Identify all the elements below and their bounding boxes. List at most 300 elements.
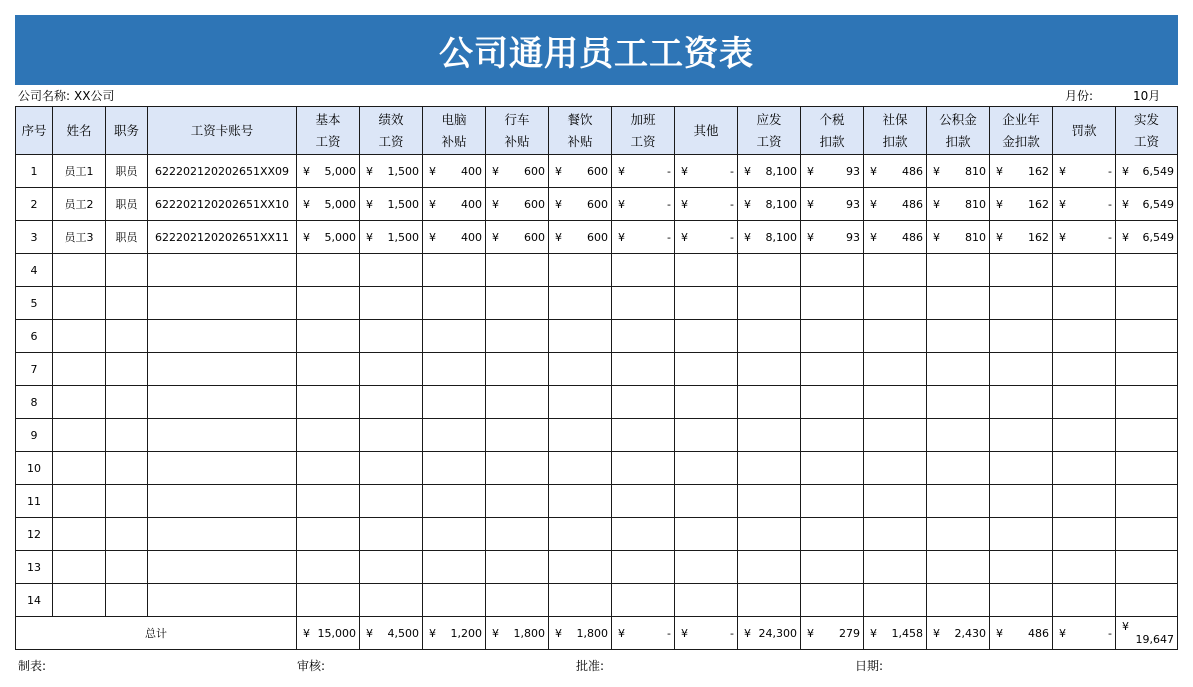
money-cell[interactable]: [297, 221, 360, 254]
money-cell[interactable]: [549, 386, 612, 419]
account-cell[interactable]: [148, 518, 297, 551]
money-cell[interactable]: [297, 287, 360, 320]
name-cell[interactable]: [53, 452, 106, 485]
name-cell[interactable]: 员工3: [53, 221, 106, 254]
column-header: [864, 107, 927, 155]
money-cell[interactable]: [423, 386, 486, 419]
money-cell[interactable]: [927, 419, 990, 452]
name-cell[interactable]: [53, 254, 106, 287]
money-cell[interactable]: [549, 518, 612, 551]
column-header-text: 工资: [315, 133, 341, 149]
money-cell[interactable]: [297, 254, 360, 287]
money-cell[interactable]: [1116, 617, 1178, 650]
money-cell[interactable]: [297, 452, 360, 485]
money-cell[interactable]: [360, 551, 423, 584]
money-cell[interactable]: [1116, 155, 1178, 188]
money-cell[interactable]: [1053, 353, 1116, 386]
money-cell[interactable]: [990, 617, 1053, 650]
money-cell[interactable]: [549, 485, 612, 518]
row-number-cell[interactable]: 11: [16, 485, 53, 518]
company-info: [18, 86, 115, 106]
name-cell[interactable]: [53, 386, 106, 419]
approved-by-label: 批准:: [576, 659, 605, 673]
position-cell[interactable]: [106, 320, 148, 353]
money-cell[interactable]: [738, 617, 801, 650]
column-header-text: 餐饮: [567, 111, 593, 127]
name-cell[interactable]: 员工1: [53, 155, 106, 188]
money-cell[interactable]: [990, 254, 1053, 287]
position-cell[interactable]: [106, 254, 148, 287]
money-cell[interactable]: [801, 287, 864, 320]
money-cell[interactable]: [1053, 551, 1116, 584]
money-cell[interactable]: [360, 485, 423, 518]
money-cell[interactable]: [1116, 320, 1178, 353]
currency-symbol: ¥: [555, 164, 562, 178]
money-cell[interactable]: [927, 287, 990, 320]
money-cell[interactable]: [549, 188, 612, 221]
money-cell[interactable]: [423, 518, 486, 551]
money-cell[interactable]: [990, 155, 1053, 188]
money-cell[interactable]: [486, 188, 549, 221]
money-cell[interactable]: [549, 584, 612, 617]
money-cell[interactable]: [1116, 188, 1178, 221]
money-cell[interactable]: [990, 287, 1053, 320]
money-cell[interactable]: [423, 188, 486, 221]
money-cell[interactable]: [297, 584, 360, 617]
account-cell[interactable]: 622202120202651XX10: [148, 188, 297, 221]
money-cell[interactable]: [864, 518, 927, 551]
money-cell[interactable]: [612, 518, 675, 551]
money-cell[interactable]: [927, 551, 990, 584]
position-cell[interactable]: [106, 386, 148, 419]
money-cell[interactable]: [927, 320, 990, 353]
money-cell[interactable]: [1053, 320, 1116, 353]
money-cell[interactable]: [360, 452, 423, 485]
money-cell[interactable]: [864, 221, 927, 254]
money-cell[interactable]: [612, 551, 675, 584]
money-cell[interactable]: [675, 353, 738, 386]
account-cell[interactable]: 622202120202651XX09: [148, 155, 297, 188]
column-header: [927, 107, 990, 155]
money-cell[interactable]: [927, 452, 990, 485]
money-cell[interactable]: [297, 617, 360, 650]
amount: -: [1108, 197, 1112, 211]
money-cell[interactable]: [675, 254, 738, 287]
money-cell[interactable]: [864, 353, 927, 386]
money-cell[interactable]: [1053, 584, 1116, 617]
row-number-cell[interactable]: 13: [16, 551, 53, 584]
position-cell[interactable]: 职员: [106, 221, 148, 254]
money-cell[interactable]: [927, 155, 990, 188]
money-cell[interactable]: [423, 419, 486, 452]
money-cell[interactable]: [1116, 386, 1178, 419]
money-cell[interactable]: [423, 485, 486, 518]
money-cell[interactable]: [927, 617, 990, 650]
position-cell[interactable]: [106, 518, 148, 551]
money-cell[interactable]: [864, 155, 927, 188]
money-cell[interactable]: [612, 386, 675, 419]
money-cell[interactable]: [486, 320, 549, 353]
money-cell[interactable]: [1053, 485, 1116, 518]
money-cell[interactable]: [612, 287, 675, 320]
money-cell[interactable]: [738, 419, 801, 452]
money-cell[interactable]: [360, 287, 423, 320]
column-header-text: 补贴: [441, 133, 467, 149]
money-cell[interactable]: [423, 155, 486, 188]
name-cell[interactable]: [53, 287, 106, 320]
money-cell[interactable]: [675, 386, 738, 419]
row-number-cell[interactable]: 6: [16, 320, 53, 353]
money-cell[interactable]: [612, 254, 675, 287]
position-cell[interactable]: 职员: [106, 155, 148, 188]
row-number-cell[interactable]: 4: [16, 254, 53, 287]
money-cell[interactable]: [423, 287, 486, 320]
money-cell[interactable]: [738, 386, 801, 419]
money-cell[interactable]: [990, 485, 1053, 518]
money-cell[interactable]: [675, 518, 738, 551]
column-header: [1053, 107, 1116, 155]
account-cell[interactable]: [148, 419, 297, 452]
money-cell[interactable]: [801, 485, 864, 518]
money-cell[interactable]: [1116, 518, 1178, 551]
money-cell[interactable]: [360, 584, 423, 617]
money-cell[interactable]: [1053, 155, 1116, 188]
money-cell[interactable]: [927, 221, 990, 254]
currency-symbol: ¥: [744, 164, 751, 178]
amount: -: [667, 626, 671, 640]
money-cell[interactable]: [990, 518, 1053, 551]
money-cell[interactable]: [927, 188, 990, 221]
money-cell[interactable]: [990, 551, 1053, 584]
money-cell[interactable]: [423, 221, 486, 254]
money-cell[interactable]: [801, 419, 864, 452]
money-cell[interactable]: [549, 320, 612, 353]
money-cell[interactable]: [1116, 485, 1178, 518]
money-cell[interactable]: [1053, 518, 1116, 551]
money-cell[interactable]: [486, 254, 549, 287]
money-cell[interactable]: [612, 617, 675, 650]
money-cell[interactable]: [1116, 584, 1178, 617]
account-cell[interactable]: [148, 452, 297, 485]
money-cell[interactable]: [549, 155, 612, 188]
name-cell[interactable]: [53, 584, 106, 617]
money-cell[interactable]: [675, 485, 738, 518]
row-number-cell[interactable]: 3: [16, 221, 53, 254]
money-cell[interactable]: [486, 353, 549, 386]
money-cell[interactable]: [990, 584, 1053, 617]
money-cell[interactable]: [927, 353, 990, 386]
money-cell[interactable]: [864, 617, 927, 650]
money-cell[interactable]: [675, 188, 738, 221]
amount: 19,647: [1135, 633, 1174, 646]
money-cell[interactable]: [612, 584, 675, 617]
money-cell[interactable]: [486, 386, 549, 419]
money-cell[interactable]: [801, 254, 864, 287]
money-cell[interactable]: [1053, 287, 1116, 320]
name-cell[interactable]: [53, 353, 106, 386]
money-cell[interactable]: [549, 551, 612, 584]
row-number-cell[interactable]: 1: [16, 155, 53, 188]
money-cell[interactable]: [990, 188, 1053, 221]
money-cell[interactable]: [738, 518, 801, 551]
money-cell[interactable]: [360, 320, 423, 353]
money-cell[interactable]: [486, 485, 549, 518]
money-cell[interactable]: [486, 221, 549, 254]
row-number-cell[interactable]: 14: [16, 584, 53, 617]
amount: 93: [846, 230, 860, 244]
money-cell[interactable]: [297, 320, 360, 353]
table-row: [16, 320, 1178, 353]
money-cell[interactable]: [297, 386, 360, 419]
money-cell[interactable]: [738, 485, 801, 518]
money-cell[interactable]: [801, 584, 864, 617]
position-cell[interactable]: [106, 584, 148, 617]
row-number-cell[interactable]: 10: [16, 452, 53, 485]
money-cell[interactable]: [549, 221, 612, 254]
account-cell[interactable]: [148, 485, 297, 518]
money-cell[interactable]: [738, 254, 801, 287]
account-cell[interactable]: [148, 386, 297, 419]
money-cell[interactable]: [360, 518, 423, 551]
money-cell[interactable]: [549, 254, 612, 287]
name-cell[interactable]: [53, 551, 106, 584]
money-cell[interactable]: [1116, 254, 1178, 287]
money-cell[interactable]: [486, 155, 549, 188]
money-cell[interactable]: [801, 320, 864, 353]
money-cell[interactable]: [360, 221, 423, 254]
money-cell[interactable]: [1053, 254, 1116, 287]
money-cell[interactable]: [297, 188, 360, 221]
money-cell[interactable]: [675, 452, 738, 485]
money-cell[interactable]: [864, 188, 927, 221]
money-cell[interactable]: [864, 452, 927, 485]
column-header: [297, 107, 360, 155]
position-cell[interactable]: [106, 287, 148, 320]
position-cell[interactable]: [106, 485, 148, 518]
money-cell[interactable]: [801, 551, 864, 584]
account-cell[interactable]: 622202120202651XX11: [148, 221, 297, 254]
money-cell[interactable]: [738, 155, 801, 188]
month-value: 10月: [1133, 89, 1161, 103]
name-cell[interactable]: 员工2: [53, 188, 106, 221]
currency-symbol: ¥: [1059, 164, 1066, 178]
currency-symbol: ¥: [996, 164, 1003, 178]
money-cell[interactable]: [801, 353, 864, 386]
money-cell[interactable]: [486, 551, 549, 584]
money-cell[interactable]: [423, 353, 486, 386]
money-cell[interactable]: [1053, 452, 1116, 485]
money-cell[interactable]: [1116, 419, 1178, 452]
money-cell[interactable]: [297, 353, 360, 386]
money-cell[interactable]: [1116, 353, 1178, 386]
money-cell[interactable]: [297, 485, 360, 518]
money-cell[interactable]: [1116, 287, 1178, 320]
made-by-label: 制表:: [18, 659, 47, 673]
position-cell[interactable]: [106, 419, 148, 452]
column-header: [675, 107, 738, 155]
money-cell[interactable]: [612, 353, 675, 386]
money-cell[interactable]: [360, 617, 423, 650]
money-cell[interactable]: [864, 254, 927, 287]
money-cell[interactable]: [990, 419, 1053, 452]
amount: -: [667, 230, 671, 244]
money-cell[interactable]: [612, 485, 675, 518]
money-cell[interactable]: [801, 155, 864, 188]
name-cell[interactable]: [53, 518, 106, 551]
currency-symbol: ¥: [429, 230, 436, 244]
account-cell[interactable]: [148, 254, 297, 287]
money-cell[interactable]: [801, 617, 864, 650]
money-cell[interactable]: [864, 485, 927, 518]
row-number-cell[interactable]: 7: [16, 353, 53, 386]
amount: 6,549: [1142, 230, 1174, 244]
money-cell[interactable]: [612, 320, 675, 353]
money-cell[interactable]: [360, 386, 423, 419]
money-cell[interactable]: [738, 320, 801, 353]
row-number-cell[interactable]: 8: [16, 386, 53, 419]
amount: 400: [461, 197, 482, 211]
row-number-cell[interactable]: 9: [16, 419, 53, 452]
money-cell[interactable]: [675, 155, 738, 188]
money-cell[interactable]: [927, 254, 990, 287]
money-cell[interactable]: [486, 584, 549, 617]
money-cell[interactable]: [360, 155, 423, 188]
money-cell[interactable]: [1116, 551, 1178, 584]
amount: 1,800: [513, 626, 545, 640]
money-cell[interactable]: [297, 518, 360, 551]
money-cell[interactable]: [675, 221, 738, 254]
money-cell[interactable]: [990, 452, 1053, 485]
name-cell[interactable]: [53, 485, 106, 518]
money-cell[interactable]: [1116, 452, 1178, 485]
name-cell[interactable]: [53, 320, 106, 353]
money-cell[interactable]: [486, 518, 549, 551]
money-cell[interactable]: [549, 353, 612, 386]
money-cell[interactable]: [801, 221, 864, 254]
column-header-text: 工资: [378, 133, 404, 149]
account-cell[interactable]: [148, 584, 297, 617]
row-number-cell[interactable]: 2: [16, 188, 53, 221]
money-cell[interactable]: [360, 188, 423, 221]
money-cell[interactable]: [927, 485, 990, 518]
money-cell[interactable]: [423, 452, 486, 485]
account-cell[interactable]: [148, 551, 297, 584]
money-cell[interactable]: [738, 452, 801, 485]
money-cell[interactable]: [675, 551, 738, 584]
money-cell[interactable]: [738, 188, 801, 221]
position-cell[interactable]: [106, 551, 148, 584]
money-cell[interactable]: [738, 551, 801, 584]
money-cell[interactable]: [1116, 221, 1178, 254]
money-cell[interactable]: [549, 617, 612, 650]
column-header: [549, 107, 612, 155]
money-cell[interactable]: [801, 452, 864, 485]
money-cell[interactable]: [423, 320, 486, 353]
money-cell[interactable]: [927, 584, 990, 617]
money-cell[interactable]: [612, 452, 675, 485]
money-cell[interactable]: [486, 419, 549, 452]
currency-symbol: ¥: [429, 626, 436, 640]
money-cell[interactable]: [864, 287, 927, 320]
money-cell[interactable]: [675, 287, 738, 320]
money-cell[interactable]: [801, 518, 864, 551]
money-cell[interactable]: [801, 188, 864, 221]
money-cell[interactable]: [612, 188, 675, 221]
column-header-text: 其他: [693, 122, 719, 138]
money-cell[interactable]: [990, 221, 1053, 254]
account-cell[interactable]: [148, 320, 297, 353]
money-cell[interactable]: [738, 353, 801, 386]
money-cell[interactable]: [360, 353, 423, 386]
position-cell[interactable]: [106, 353, 148, 386]
money-cell[interactable]: [423, 254, 486, 287]
row-number-cell[interactable]: 12: [16, 518, 53, 551]
money-cell[interactable]: [675, 419, 738, 452]
money-cell[interactable]: [612, 155, 675, 188]
money-cell[interactable]: [864, 386, 927, 419]
money-cell[interactable]: [1053, 188, 1116, 221]
money-cell[interactable]: [675, 584, 738, 617]
money-cell[interactable]: [549, 419, 612, 452]
money-cell[interactable]: [738, 287, 801, 320]
money-cell[interactable]: [864, 584, 927, 617]
money-cell[interactable]: [360, 419, 423, 452]
money-cell[interactable]: [864, 551, 927, 584]
money-cell[interactable]: [927, 386, 990, 419]
money-cell[interactable]: [738, 221, 801, 254]
account-cell[interactable]: [148, 287, 297, 320]
money-cell[interactable]: [297, 155, 360, 188]
money-cell[interactable]: [486, 287, 549, 320]
money-cell[interactable]: [738, 584, 801, 617]
money-cell[interactable]: [1053, 617, 1116, 650]
money-cell[interactable]: [990, 320, 1053, 353]
money-cell[interactable]: [675, 320, 738, 353]
money-cell[interactable]: [486, 617, 549, 650]
column-header-text: 工资: [630, 133, 656, 149]
money-cell[interactable]: [612, 419, 675, 452]
money-cell[interactable]: [675, 617, 738, 650]
money-cell[interactable]: [1053, 419, 1116, 452]
position-cell[interactable]: 职员: [106, 188, 148, 221]
money-cell[interactable]: [297, 551, 360, 584]
money-cell[interactable]: [423, 617, 486, 650]
money-cell[interactable]: [864, 419, 927, 452]
row-number-cell[interactable]: 5: [16, 287, 53, 320]
position-cell[interactable]: [106, 452, 148, 485]
money-cell[interactable]: [927, 518, 990, 551]
money-cell[interactable]: [486, 452, 549, 485]
money-cell[interactable]: [990, 386, 1053, 419]
money-cell[interactable]: [1053, 386, 1116, 419]
currency-symbol: ¥: [303, 230, 310, 244]
currency-symbol: ¥: [996, 197, 1003, 211]
money-cell[interactable]: [801, 386, 864, 419]
money-cell[interactable]: [549, 287, 612, 320]
money-cell[interactable]: [297, 419, 360, 452]
money-cell[interactable]: [1053, 221, 1116, 254]
name-cell[interactable]: [53, 419, 106, 452]
money-cell[interactable]: [990, 353, 1053, 386]
account-cell[interactable]: [148, 353, 297, 386]
money-cell[interactable]: [864, 320, 927, 353]
money-cell[interactable]: [423, 584, 486, 617]
currency-symbol: ¥: [744, 230, 751, 244]
money-cell[interactable]: [360, 254, 423, 287]
money-cell[interactable]: [423, 551, 486, 584]
money-cell[interactable]: [612, 221, 675, 254]
money-cell[interactable]: [549, 452, 612, 485]
